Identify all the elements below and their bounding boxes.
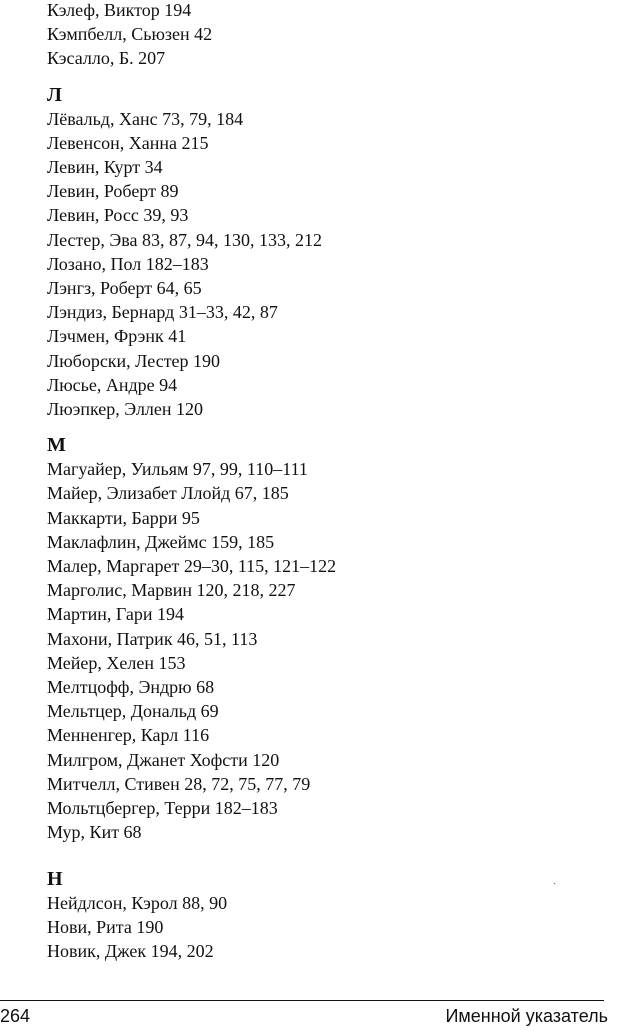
index-entry: Митчелл, Стивен 28, 72, 75, 77, 79	[47, 773, 311, 794]
index-entry: Милгром, Джанет Хофсти 120	[47, 749, 280, 770]
index-entry: Левин, Росс 39, 93	[47, 205, 189, 226]
name-index	[47, 0, 607, 963]
running-title: Именной указатель	[445, 1006, 608, 1026]
index-entry: Левин, Курт 34	[47, 157, 163, 178]
index-section-continued	[47, 0, 607, 71]
index-entry: Марголис, Марвин 120, 218, 227	[47, 580, 296, 601]
index-entry: Кэлеф, Виктор 194	[47, 0, 192, 20]
index-entry: Мельтцер, Дональд 69	[47, 701, 219, 722]
index-entry: Лэчмен, Фрэнк 41	[47, 326, 187, 347]
page-number: 264	[0, 1006, 31, 1026]
index-section-m	[47, 433, 607, 844]
index-section-l	[47, 83, 607, 422]
section-letter-heading: Н	[47, 867, 63, 890]
stray-print-mark: ˏ	[553, 874, 557, 885]
index-entry: Люэпкер, Эллен 120	[47, 399, 204, 420]
index-entry: Лэнгз, Роберт 64, 65	[47, 278, 202, 299]
index-entry: Маклафлин, Джеймс 159, 185	[47, 531, 275, 552]
index-entry: Кэсалло, Б. 207	[47, 48, 166, 69]
index-entry: Лозано, Пол 182–183	[47, 253, 209, 274]
index-entry: Менненгер, Карл 116	[47, 725, 210, 746]
index-entry: Кэмпбелл, Сьюзен 42	[47, 24, 213, 45]
index-entry: Мур, Кит 68	[47, 822, 142, 843]
index-entry: Левин, Роберт 89	[47, 181, 179, 202]
index-entry: Лёвальд, Ханс 73, 79, 184	[47, 108, 244, 129]
index-entry: Маккарти, Барри 95	[47, 507, 200, 528]
index-entry: Махони, Патрик 46, 51, 113	[47, 628, 258, 649]
index-entry: Малер, Маргарет 29–30, 115, 121–122	[47, 556, 337, 577]
index-entry: Нейдлсон, Кэрол 88, 90	[47, 892, 228, 913]
index-entry: Лестер, Эва 83, 87, 94, 130, 133, 212	[47, 229, 323, 250]
index-entry: Мартин, Гари 194	[47, 604, 184, 625]
section-letter-heading: Л	[47, 83, 62, 106]
index-section-n	[47, 867, 607, 964]
index-entry: Левенсон, Ханна 215	[47, 132, 209, 153]
index-entry: Майер, Элизабет Ллойд 67, 185	[47, 483, 289, 504]
footer-rule	[0, 1000, 604, 1001]
index-entry: Люборски, Лестер 190	[47, 350, 221, 371]
index-entry: Новик, Джек 194, 202	[47, 940, 214, 961]
index-entry: Лэндиз, Бернард 31–33, 42, 87	[47, 302, 278, 323]
index-entry: Мольтцбергер, Терри 182–183	[47, 798, 278, 819]
index-entry: Мелтцофф, Эндрю 68	[47, 677, 215, 698]
section-letter-heading: М	[47, 434, 66, 457]
index-entry: Магуайер, Уильям 97, 99, 110–111	[47, 459, 308, 480]
index-entry: Мейер, Хелен 153	[47, 652, 186, 673]
index-entry: Люсье, Андре 94	[47, 374, 178, 395]
index-entry: Нови, Рита 190	[47, 916, 164, 937]
